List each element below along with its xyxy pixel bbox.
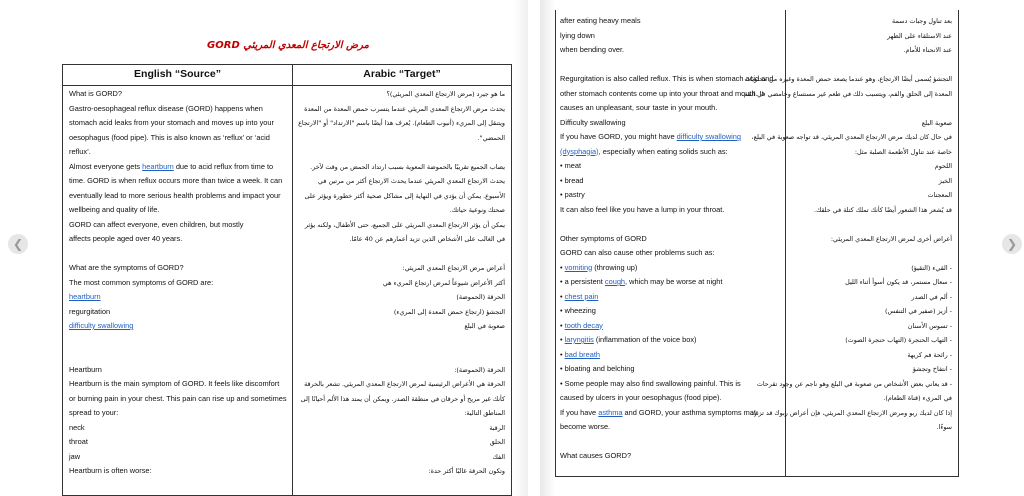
english-line: regurgitation — [69, 306, 111, 316]
term-link[interactable]: (dysphagia) — [560, 146, 599, 156]
english-line: Heartburn — [69, 364, 102, 374]
arabic-line — [790, 58, 952, 73]
arabic-column-left — [297, 87, 505, 479]
arabic-line: الرقبة — [489, 423, 505, 432]
arabic-line: أكثر الأعراض شيوعاً لمرض ارتجاع المريء هي — [382, 278, 505, 287]
term-link[interactable]: tooth decay — [564, 320, 603, 330]
arabic-line: بعد تناول وجبات دسمة — [892, 17, 952, 25]
source-column-header: English “Source” — [134, 68, 221, 80]
arabic-line: الحمضي". — [477, 133, 505, 142]
english-line: • bread — [560, 175, 584, 185]
english-line: oesophagus (food pipe). This is also known as ‘reflux’ or ‘acid — [69, 132, 270, 142]
english-line: If you have asthma and GORD, your asthma symptoms may — [560, 407, 758, 417]
english-line: neck — [69, 422, 85, 432]
english-line: • wheezing — [560, 306, 596, 315]
arabic-line: التجشؤ (ارتجاع حمض المعدة إلى المريء) — [393, 307, 505, 316]
arabic-line: خاصة عند تناول الأطعمة الصلبة مثل: — [854, 147, 952, 156]
left-page — [62, 0, 514, 496]
english-line: GORD can affect everyone, even children, but mostly — [69, 219, 244, 229]
english-line: (dysphagia), especially when eating solids such as: — [560, 146, 728, 156]
arabic-line: يصاب الجميع تقريبًا بالحموضة المعوية بسبب ارتداد الحمض من وقت لآخر. — [310, 162, 505, 171]
english-line — [69, 334, 289, 349]
arabic-line: - التهاب الحنجرة (التهاب حنجرة الصوت) — [845, 336, 952, 344]
english-line: What causes GORD? — [560, 451, 632, 460]
arabic-line: عند الانحناء للأمام. — [903, 46, 952, 54]
arabic-line: في حال كان لديك مرض الارتجاع المعدي المريئي، قد تواجه صعوبة في البلع، — [751, 133, 952, 141]
term-link[interactable]: chest pain — [564, 291, 599, 301]
arabic-line: أعراض مرض الارتجاع المعدي المريئي: — [402, 264, 505, 272]
arabic-line: الحرقة (الحموضة): — [454, 365, 505, 374]
english-line: or burning pain in your chest. This pain can rise up and sometimes — [69, 393, 287, 403]
document-title: مرض الارتجاع المعدي المريئي GORD — [207, 40, 369, 51]
english-line — [560, 58, 782, 73]
arabic-line: - انتفاخ وتجشؤ — [912, 365, 952, 373]
english-line: Difficulty swallowing — [560, 117, 626, 127]
arabic-line: الخبز — [938, 176, 952, 185]
arabic-line: صعوبة البلع — [921, 118, 952, 127]
arabic-line — [297, 334, 505, 349]
english-line: Regurgitation is also called reflux. This is when stomach acid and — [560, 74, 774, 83]
arabic-line: - رائحة فم كريهة — [907, 350, 952, 359]
english-line: wellbeing and quality of life. — [69, 205, 160, 214]
term-link[interactable]: vomiting — [564, 262, 593, 272]
english-line — [69, 290, 289, 305]
arabic-line: كأنك غير مريح أو حرقان في منطقة الصدر. ويمكن أن يمتد هذا الألم أحيانًا إلى — [300, 394, 505, 403]
english-line: • Some people may also find swallowing painful. This is — [560, 378, 741, 388]
arabic-line — [790, 449, 952, 464]
english-line: • vomiting (throwing up) — [560, 262, 638, 272]
arabic-line: الفك — [492, 452, 505, 461]
english-line: Heartburn is the main symptom of GORD. It feels like discomfort — [69, 379, 280, 388]
term-link[interactable]: cough — [604, 277, 626, 286]
term-link[interactable]: laryngitis — [564, 335, 594, 344]
arabic-line: - ألم في الصدر — [911, 292, 952, 301]
english-line: • laryngitis (inflammation of the voice box) — [560, 335, 697, 344]
term-link[interactable]: bad breath — [564, 349, 600, 359]
english-line: • meat — [560, 161, 582, 170]
arabic-line: وتكون الحرقة غالبًا أكثر حدة: — [428, 467, 505, 475]
term-link[interactable]: heartburn — [142, 161, 174, 171]
english-line: GORD can also cause other problems such as: — [560, 248, 715, 257]
term-link[interactable]: asthma — [598, 407, 623, 417]
target-column-header: Arabic “Target” — [363, 68, 441, 80]
arabic-line — [790, 217, 952, 232]
arabic-line: التجشؤ يُسمى أيضًا الارتجاع، وهو عندما يصعد حمض المعدة وغيره من محتويات — [744, 75, 952, 83]
page-gutter-shadow — [540, 0, 556, 496]
english-line: What are the symptoms of GORD? — [69, 263, 184, 272]
arabic-line: سوءًا. — [936, 423, 952, 431]
chevron-right-icon[interactable]: ❯ — [1002, 234, 1022, 254]
arabic-line: الأسبوع. يمكن أن يؤدي في النهاية إلى مشاكل صحية أكثر خطورة ويؤثر على — [304, 191, 505, 200]
english-line: affects people aged over 40 years. — [69, 234, 183, 243]
english-line: lying down — [560, 30, 595, 40]
english-line — [69, 348, 289, 363]
english-line: reflux’. — [69, 147, 91, 156]
arabic-line: يحدث مرض الارتجاع المعدي المريئي عندما يتسرب حمض المعدة من المعدة — [304, 104, 505, 113]
english-line: • chest pain — [560, 291, 599, 301]
arabic-line: الحلق — [489, 438, 505, 446]
chevron-left-icon[interactable]: ❮ — [8, 234, 28, 254]
arabic-line: في المريء (قناة الطعام). — [883, 394, 952, 402]
arabic-line — [297, 247, 505, 262]
arabic-line: - أزيز (صفير في التنفس) — [884, 307, 952, 315]
english-line: • pastry — [560, 190, 585, 199]
english-column-left — [69, 87, 289, 479]
english-line: spread to your: — [69, 408, 119, 417]
arabic-line: يمكن أن يؤثر الارتجاع المعدي المريئي على الجميع، حتى الأطفال، ولكنه يؤثر — [304, 220, 505, 229]
english-line: stomach acid leaks from your stomach and moves up into your — [69, 118, 274, 127]
arabic-line — [297, 348, 505, 363]
arabic-line — [790, 435, 952, 450]
english-line: Almost everyone gets heartburn due to acid reflux from time to — [69, 161, 274, 171]
arabic-line: أعراض أخرى لمرض الارتجاع المعدي المريئي: — [830, 234, 952, 243]
term-link[interactable]: heartburn — [69, 292, 101, 301]
arabic-line: - القيء (التقيؤ) — [911, 263, 952, 272]
english-line: jaw — [69, 451, 81, 461]
english-line: Other symptoms of GORD — [560, 233, 647, 243]
arabic-line: الحرقة هي الأعراض الرئيسية لمرض الارتجاع المعدي المريئي. تشعر بالحرقة — [304, 380, 505, 388]
english-line: • bad breath — [560, 349, 600, 359]
arabic-line: المعدة إلى الحلق والفم، ويتسبب ذلك في طعم غير مستساغ وحامضي في الفم. — [741, 89, 952, 98]
english-line: • a persistent cough, which may be worse at night — [560, 277, 723, 286]
english-line: What is GORD? — [69, 89, 122, 98]
english-line — [69, 247, 289, 262]
arabic-line: - تسوس الأسنان — [907, 321, 952, 330]
english-line — [560, 217, 782, 232]
page-shadow-left — [514, 0, 528, 496]
english-line: • tooth decay — [560, 320, 603, 330]
english-line: other stomach contents come up into your throat and mouth. It — [560, 88, 764, 98]
arabic-line: اللحوم — [934, 162, 952, 170]
arabic-line — [790, 246, 952, 261]
right-page — [555, 0, 959, 496]
translation-table-right — [555, 10, 959, 477]
arabic-line: قد يُشعر هذا الشعور أيضًا كأنك تملك كتلة في حلقك. — [814, 205, 952, 214]
arabic-line: صحتك ونوعية حياتك. — [449, 206, 505, 214]
arabic-line: في الغالب على الأشخاص الذين تزيد أعمارهم عن 40 عامًا. — [349, 235, 505, 243]
header-rule — [63, 85, 511, 86]
english-line: caused by ulcers in your oesophagus (food pipe). — [560, 393, 722, 402]
english-line — [560, 435, 782, 450]
english-line: after eating heavy meals — [560, 16, 641, 25]
arabic-line: المناطق التالية: — [464, 409, 505, 417]
english-line: throat — [69, 437, 88, 446]
english-line: Gastro-oesophageal reflux disease (GORD) happens when — [69, 103, 263, 113]
arabic-line: عند الاستلقاء على الظهر — [887, 31, 952, 40]
english-line: causes an unpleasant, sour taste in your mouth. — [560, 103, 718, 112]
english-line — [69, 319, 289, 334]
arabic-line: يحدث الارتجاع المعدي المريئي عندما يحدث الارتجاع أكثر من مرتين في — [318, 177, 505, 185]
column-divider — [292, 65, 293, 495]
arabic-line — [790, 101, 952, 116]
arabic-line: ويتنقل إلى المريء (أنبوب الطعام). يُعرف هذا أيضًا باسم "الارتداد" أو "الارتجاع — [298, 119, 505, 127]
arabic-line: الحرقة (الحموضة) — [456, 293, 505, 301]
english-line: It can also feel like you have a lump in your throat. — [560, 204, 725, 214]
translation-table-left — [62, 64, 512, 496]
english-line: The most common symptoms of GORD are: — [69, 277, 214, 287]
arabic-line: إذا كان لديك ربو ومرض الارتجاع المعدي المريئي، فإن أعراض ربوك قد تزداد — [751, 408, 952, 417]
term-link[interactable]: difficulty swallowing — [676, 132, 742, 141]
english-line: If you have GORD, you might have difficulty swallowing — [560, 132, 742, 141]
english-line: eventually lead to more serious health problems and impact your — [69, 190, 281, 200]
arabic-line: المعجنات — [927, 191, 952, 199]
arabic-line: ما هو جيرد (مرض الارتجاع المعدي المريئي)؟ — [386, 90, 505, 98]
arabic-line: - قد يعاني بعض الأشخاص من صعوبة في البلع وهو ناجم عن وجود تقرحات — [756, 379, 952, 388]
arabic-line: - سعال مستمر، قد يكون أسوأ أثناء الليل — [845, 278, 952, 286]
english-line: Heartburn is often worse: — [69, 466, 152, 475]
arabic-line — [297, 145, 505, 160]
arabic-column-right — [741, 14, 952, 464]
arabic-line: صعوبة في البلع — [464, 322, 505, 330]
english-line: time. GORD is when reflux occurs more than twice a week. It can — [69, 176, 283, 185]
english-line: • bloating and belching — [560, 364, 635, 373]
english-line: when bending over. — [560, 45, 625, 54]
english-line: become worse. — [560, 422, 611, 431]
term-link[interactable]: difficulty swallowing — [69, 321, 134, 330]
